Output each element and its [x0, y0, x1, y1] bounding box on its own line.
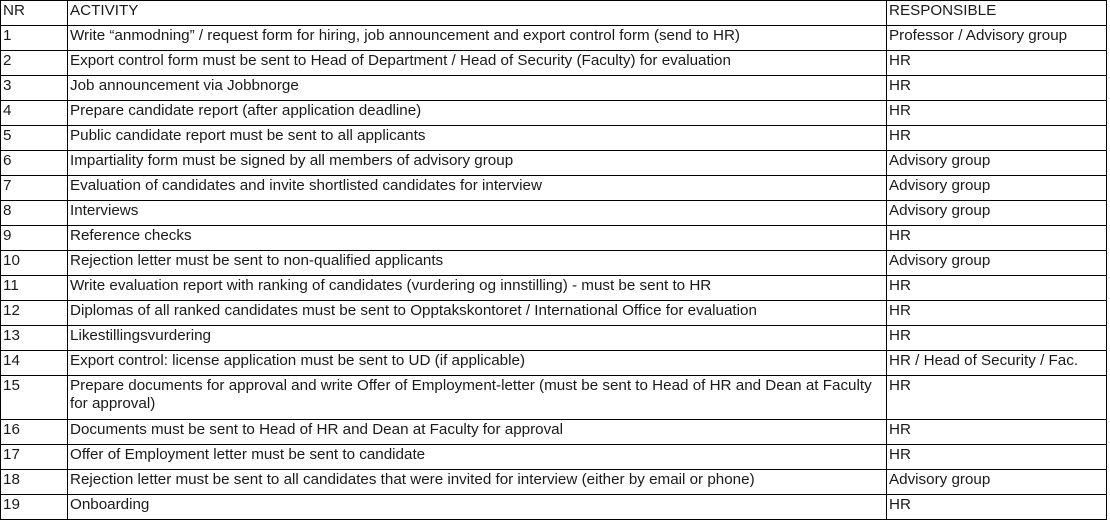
table-row	[1, 201, 1107, 226]
cell-responsible: HR	[887, 376, 1107, 420]
table-row	[1, 351, 1107, 376]
table-row	[1, 151, 1107, 176]
cell-nr: 16	[1, 420, 68, 445]
header-activity: ACTIVITY	[68, 1, 887, 26]
cell-activity: Evaluation of candidates and invite shortlisted candidates for interview	[68, 176, 887, 201]
table-row	[1, 376, 1107, 420]
cell-activity: Export control form must be sent to Head of Department / Head of Security (Faculty) for evaluation	[68, 51, 887, 76]
cell-nr: 15	[1, 376, 68, 420]
cell-responsible: HR / Head of Security / Fac.	[887, 351, 1107, 376]
cell-nr: 7	[1, 176, 68, 201]
cell-responsible: Advisory group	[887, 151, 1107, 176]
cell-activity: Prepare candidate report (after application deadline)	[68, 101, 887, 126]
cell-responsible: Advisory group	[887, 201, 1107, 226]
cell-nr: 1	[1, 26, 68, 51]
table-row	[1, 326, 1107, 351]
table-row	[1, 420, 1107, 445]
header-nr: NR	[1, 1, 68, 26]
table-row	[1, 276, 1107, 301]
cell-nr: 19	[1, 495, 68, 520]
cell-nr: 2	[1, 51, 68, 76]
cell-activity: Offer of Employment letter must be sent to candidate	[68, 445, 887, 470]
cell-nr: 13	[1, 326, 68, 351]
table-header-row	[1, 1, 1107, 26]
table-row	[1, 445, 1107, 470]
cell-responsible: HR	[887, 51, 1107, 76]
cell-activity: Export control: license application must be sent to UD (if applicable)	[68, 351, 887, 376]
table-row	[1, 226, 1107, 251]
cell-activity: Write evaluation report with ranking of candidates (vurdering og innstilling) - must be sent to HR	[68, 276, 887, 301]
cell-nr: 3	[1, 76, 68, 101]
cell-responsible: HR	[887, 420, 1107, 445]
cell-nr: 4	[1, 101, 68, 126]
table-row	[1, 301, 1107, 326]
cell-activity: Likestillingsvurdering	[68, 326, 887, 351]
cell-nr: 6	[1, 151, 68, 176]
cell-responsible: HR	[887, 76, 1107, 101]
table-row	[1, 251, 1107, 276]
cell-nr: 11	[1, 276, 68, 301]
table-row	[1, 495, 1107, 520]
cell-responsible: HR	[887, 445, 1107, 470]
cell-activity: Public candidate report must be sent to all applicants	[68, 126, 887, 151]
table-row	[1, 76, 1107, 101]
cell-responsible: HR	[887, 101, 1107, 126]
cell-activity: Documents must be sent to Head of HR and Dean at Faculty for approval	[68, 420, 887, 445]
cell-nr: 17	[1, 445, 68, 470]
cell-responsible: Advisory group	[887, 251, 1107, 276]
cell-nr: 8	[1, 201, 68, 226]
cell-activity: Rejection letter must be sent to all candidates that were invited for interview (either by email or phone)	[68, 470, 887, 495]
cell-activity: Diplomas of all ranked candidates must be sent to Opptakskontoret / International Office for evaluation	[68, 301, 887, 326]
cell-responsible: Professor / Advisory group	[887, 26, 1107, 51]
cell-activity: Impartiality form must be signed by all members of advisory group	[68, 151, 887, 176]
cell-nr: 5	[1, 126, 68, 151]
table-row	[1, 470, 1107, 495]
cell-responsible: HR	[887, 226, 1107, 251]
cell-activity: Write “anmodning” / request form for hiring, job announcement and export control form (send to HR)	[68, 26, 887, 51]
cell-responsible: Advisory group	[887, 176, 1107, 201]
header-responsible: RESPONSIBLE	[887, 1, 1107, 26]
cell-nr: 14	[1, 351, 68, 376]
cell-responsible: HR	[887, 301, 1107, 326]
cell-responsible: HR	[887, 276, 1107, 301]
cell-nr: 12	[1, 301, 68, 326]
cell-activity: Job announcement via Jobbnorge	[68, 76, 887, 101]
table-row	[1, 26, 1107, 51]
table-row	[1, 176, 1107, 201]
cell-nr: 18	[1, 470, 68, 495]
cell-responsible: HR	[887, 126, 1107, 151]
cell-responsible: HR	[887, 326, 1107, 351]
cell-activity: Interviews	[68, 201, 887, 226]
cell-nr: 9	[1, 226, 68, 251]
cell-nr: 10	[1, 251, 68, 276]
cell-activity: Reference checks	[68, 226, 887, 251]
cell-responsible: HR	[887, 495, 1107, 520]
cell-activity: Rejection letter must be sent to non-qualified applicants	[68, 251, 887, 276]
table-row	[1, 126, 1107, 151]
cell-activity: Prepare documents for approval and write Offer of Employment-letter (must be sent to Head of HR and Dean at Faculty for approval)	[68, 376, 887, 420]
table-row	[1, 101, 1107, 126]
table-row	[1, 51, 1107, 76]
cell-responsible: Advisory group	[887, 470, 1107, 495]
cell-activity: Onboarding	[68, 495, 887, 520]
